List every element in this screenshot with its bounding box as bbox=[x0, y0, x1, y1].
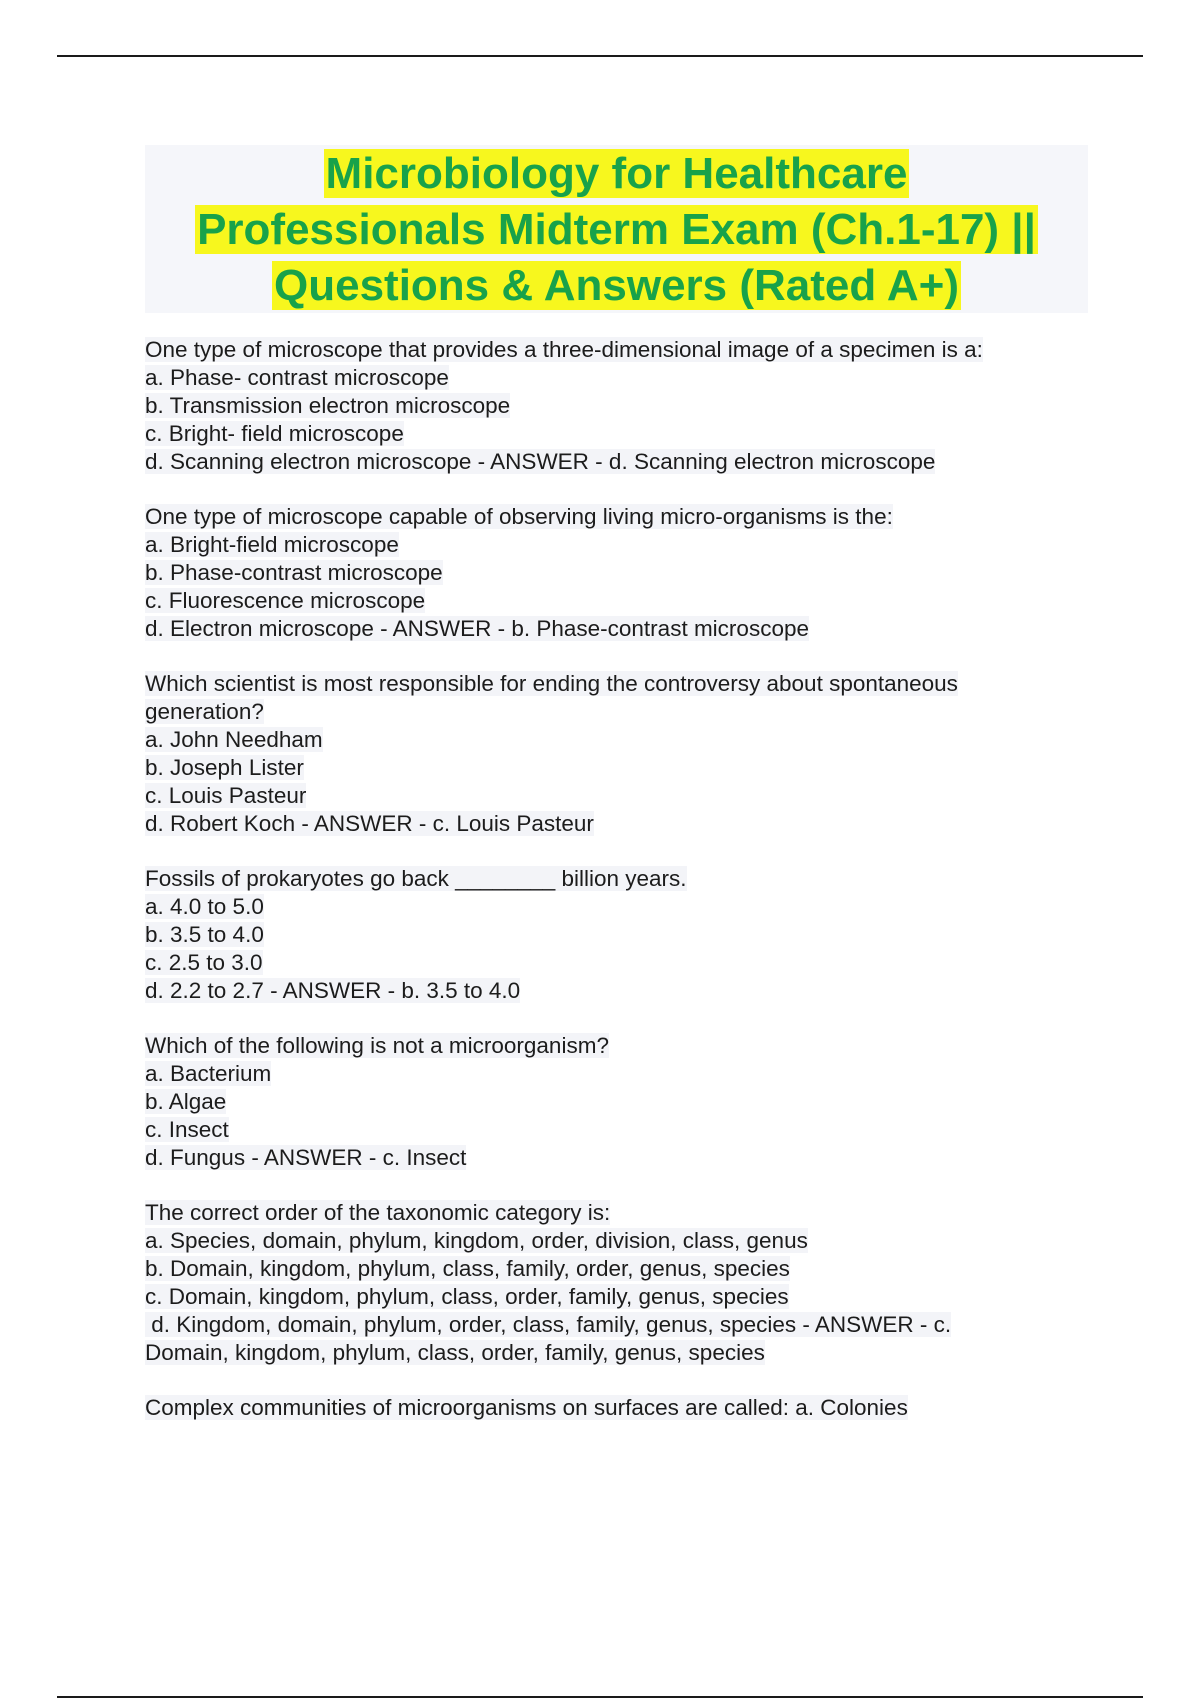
question-line bbox=[145, 921, 1085, 949]
question-line-text: Domain, kingdom, phylum, class, order, family, genus, species bbox=[145, 1340, 765, 1365]
question-line bbox=[145, 1339, 1085, 1367]
question-line-text: One type of microscope capable of observing living micro-organisms is the: bbox=[145, 504, 893, 529]
question-line-text: generation? bbox=[145, 699, 264, 724]
question-line-text: a. Bright-field microscope bbox=[145, 532, 399, 557]
question-line-text: a. Species, domain, phylum, kingdom, order, division, class, genus bbox=[145, 1228, 808, 1253]
question-line-text: c. 2.5 to 3.0 bbox=[145, 950, 263, 975]
title-line-2: Professionals Midterm Exam (Ch.1-17) || bbox=[197, 205, 1036, 254]
question-line bbox=[145, 698, 1085, 726]
top-rule bbox=[57, 55, 1143, 57]
document-title bbox=[145, 145, 1088, 314]
question-text bbox=[145, 865, 1085, 893]
question-line bbox=[145, 782, 1085, 810]
question-line-text: a. 4.0 to 5.0 bbox=[145, 894, 264, 919]
question-line-text: Which of the following is not a microorganism? bbox=[145, 1033, 609, 1058]
question-line bbox=[145, 448, 1085, 476]
question-text bbox=[145, 336, 1085, 364]
title-line-1: Microbiology for Healthcare bbox=[325, 149, 908, 198]
document-title-box bbox=[145, 145, 1088, 313]
question-block bbox=[145, 1032, 1085, 1172]
question-line bbox=[145, 1255, 1085, 1283]
question-line-text: d. 2.2 to 2.7 - ANSWER - b. 3.5 to 4.0 bbox=[145, 978, 521, 1003]
question-line-text: b. Domain, kingdom, phylum, class, family, order, genus, species bbox=[145, 1256, 790, 1281]
question-line-text: b. Phase-contrast microscope bbox=[145, 560, 443, 585]
question-line-text: b. Algae bbox=[145, 1089, 227, 1114]
question-line bbox=[145, 531, 1085, 559]
question-line-text: Which scientist is most responsible for ending the controversy about spontaneous bbox=[145, 671, 958, 696]
question-line-text: Complex communities of microorganisms on surfaces are called: a. Colonies bbox=[145, 1395, 908, 1420]
question-line bbox=[145, 1283, 1085, 1311]
question-line bbox=[145, 1144, 1085, 1172]
question-block bbox=[145, 865, 1085, 1005]
question-block bbox=[145, 1394, 1085, 1422]
question-block bbox=[145, 1199, 1085, 1367]
question-line bbox=[145, 726, 1085, 754]
question-line-text: a. Bacterium bbox=[145, 1061, 272, 1086]
question-line bbox=[145, 754, 1085, 782]
question-line-text: a. Phase- contrast microscope bbox=[145, 365, 449, 390]
question-line-text: d. Electron microscope - ANSWER - b. Phase-contrast microscope bbox=[145, 616, 809, 641]
question-block bbox=[145, 670, 1085, 838]
question-line bbox=[145, 559, 1085, 587]
question-line-text: Fossils of prokaryotes go back ________ billion years. bbox=[145, 866, 687, 891]
question-text bbox=[145, 670, 1085, 698]
question-line-text: a. John Needham bbox=[145, 727, 323, 752]
question-line-text: c. Bright- field microscope bbox=[145, 421, 404, 446]
question-line-text: c. Louis Pasteur bbox=[145, 783, 307, 808]
question-line-text: d. Fungus - ANSWER - c. Insect bbox=[145, 1145, 467, 1170]
question-line-text: One type of microscope that provides a three-dimensional image of a specimen is a: bbox=[145, 337, 983, 362]
question-text bbox=[145, 1199, 1085, 1227]
question-line bbox=[145, 1227, 1085, 1255]
question-block bbox=[145, 503, 1085, 643]
question-line bbox=[145, 1116, 1085, 1144]
question-text bbox=[145, 1394, 1085, 1422]
question-line-text: The correct order of the taxonomic category is: bbox=[145, 1200, 611, 1225]
question-line-text: d. Kingdom, domain, phylum, order, class, family, genus, species - ANSWER - c. bbox=[145, 1312, 952, 1337]
question-line-text: b. Transmission electron microscope bbox=[145, 393, 511, 418]
question-line-text: b. Joseph Lister bbox=[145, 755, 304, 780]
question-line-text: b. 3.5 to 4.0 bbox=[145, 922, 264, 947]
bottom-rule bbox=[57, 1696, 1143, 1698]
question-line-text: c. Domain, kingdom, phylum, class, order, family, genus, species bbox=[145, 1284, 789, 1309]
question-line bbox=[145, 587, 1085, 615]
question-line bbox=[145, 949, 1085, 977]
question-line bbox=[145, 615, 1085, 643]
question-block bbox=[145, 336, 1085, 476]
question-line bbox=[145, 893, 1085, 921]
question-text bbox=[145, 503, 1085, 531]
question-line-text: c. Insect bbox=[145, 1117, 229, 1142]
question-line bbox=[145, 392, 1085, 420]
question-line bbox=[145, 1088, 1085, 1116]
title-line-3: Questions & Answers (Rated A+) bbox=[274, 261, 959, 310]
question-line bbox=[145, 364, 1085, 392]
question-line bbox=[145, 420, 1085, 448]
question-line-text: d. Robert Koch - ANSWER - c. Louis Pasteur bbox=[145, 811, 594, 836]
question-line-text: d. Scanning electron microscope - ANSWER - d. Scanning electron microscope bbox=[145, 449, 936, 474]
question-text bbox=[145, 1032, 1085, 1060]
question-line bbox=[145, 810, 1085, 838]
question-line bbox=[145, 1311, 1085, 1339]
question-list bbox=[145, 336, 1085, 1449]
question-line bbox=[145, 1060, 1085, 1088]
question-line bbox=[145, 977, 1085, 1005]
question-line-text: c. Fluorescence microscope bbox=[145, 588, 426, 613]
